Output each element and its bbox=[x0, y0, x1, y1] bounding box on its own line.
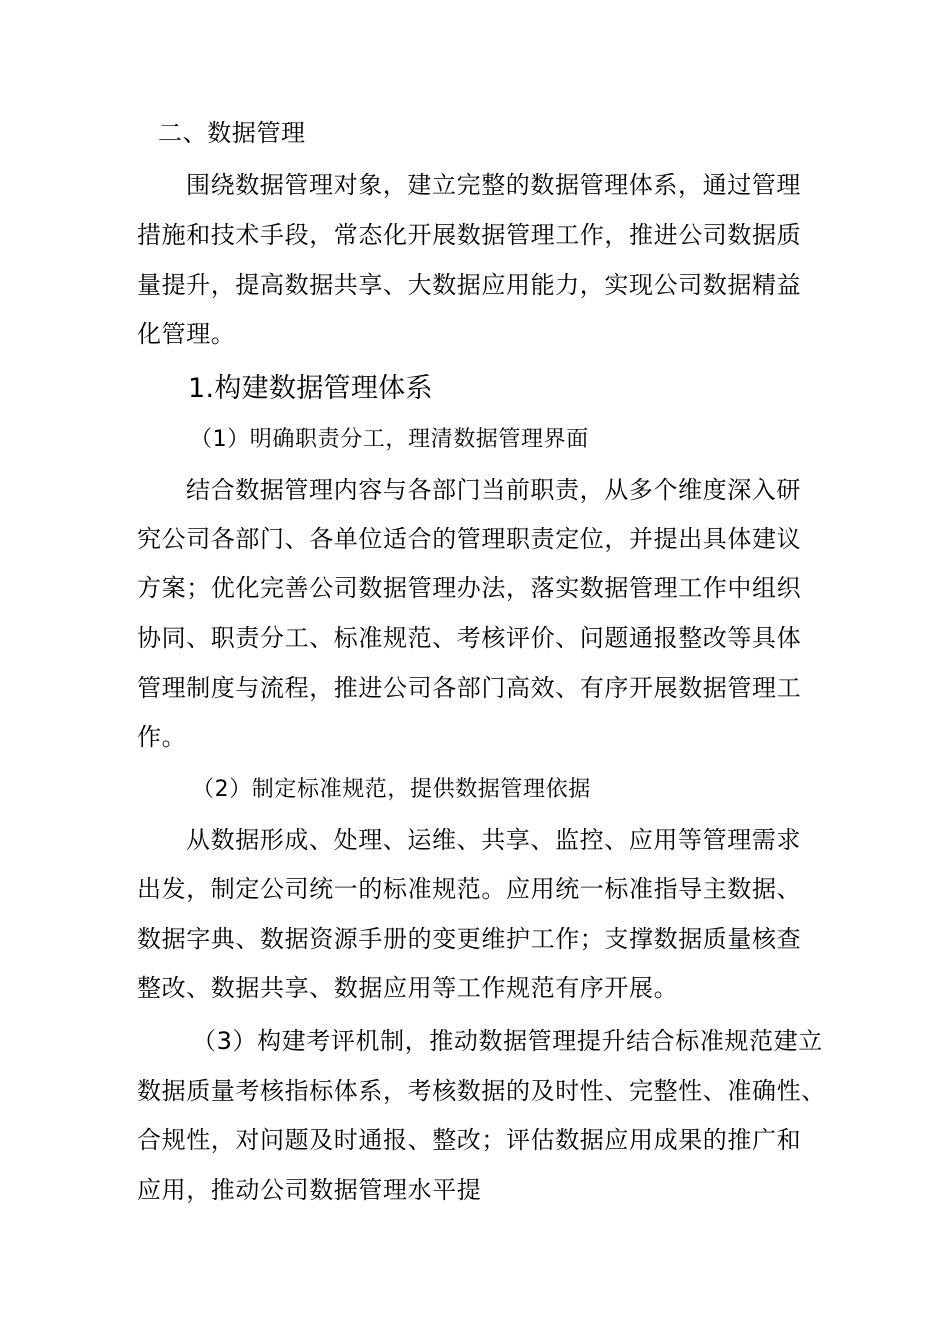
item-3-line-1: （3）构建考评机制，推动数据管理提升结合标准规范建立 bbox=[192, 1027, 823, 1055]
item-1-title: （1）明确职责分工，理清数据管理界面 bbox=[190, 427, 589, 452]
item-3-line-2: 数据质量考核指标体系，考核数据的及时性、完整性、准确性、 bbox=[137, 1077, 826, 1105]
item-1-line-5: 管理制度与流程，推进公司各部门高效、有序开展数据管理工 bbox=[137, 674, 802, 702]
item-1-line-4: 协同、职责分工、标准规范、考核评价、问题通报整改等具体 bbox=[137, 624, 802, 652]
item-1-line-2: 究公司各部门、各单位适合的管理职责定位，并提出具体建议 bbox=[137, 525, 802, 553]
item-2-line-1: 从数据形成、处理、运维、共享、监控、应用等管理需求 bbox=[186, 826, 801, 854]
item-2-line-4: 整改、数据共享、数据应用等工作规范有序开展。 bbox=[137, 974, 679, 1002]
item-2-title: （2）制定标准规范，提供数据管理依据 bbox=[192, 777, 591, 802]
intro-line-4: 化管理。 bbox=[137, 320, 236, 348]
intro-line-2: 措施和技术手段，常态化开展数据管理工作，推进公司数据质 bbox=[137, 221, 802, 249]
heading-build-system: 1.构建数据管理体系 bbox=[188, 373, 433, 404]
item-2-line-3: 数据字典、数据资源手册的变更维护工作；支撑数据质量核查 bbox=[137, 925, 802, 953]
intro-line-3: 量提升，提高数据共享、大数据应用能力，实现公司数据精益 bbox=[137, 271, 802, 299]
intro-line-1: 围绕数据管理对象，建立完整的数据管理体系，通过管理 bbox=[186, 171, 801, 199]
item-1-line-3: 方案；优化完善公司数据管理办法，落实数据管理工作中组织 bbox=[137, 574, 802, 602]
item-3-line-3: 合规性，对问题及时通报、整改；评估数据应用成果的推广和 bbox=[137, 1126, 802, 1154]
item-2-line-2: 出发，制定公司统一的标准规范。应用统一标准指导主数据、 bbox=[137, 875, 802, 903]
item-1-line-1: 结合数据管理内容与各部门当前职责，从多个维度深入研 bbox=[186, 476, 801, 504]
item-3-line-4: 应用，推动公司数据管理水平提 bbox=[137, 1176, 482, 1204]
item-1-line-6: 作。 bbox=[137, 723, 187, 751]
section-title: 二、数据管理 bbox=[158, 119, 306, 147]
